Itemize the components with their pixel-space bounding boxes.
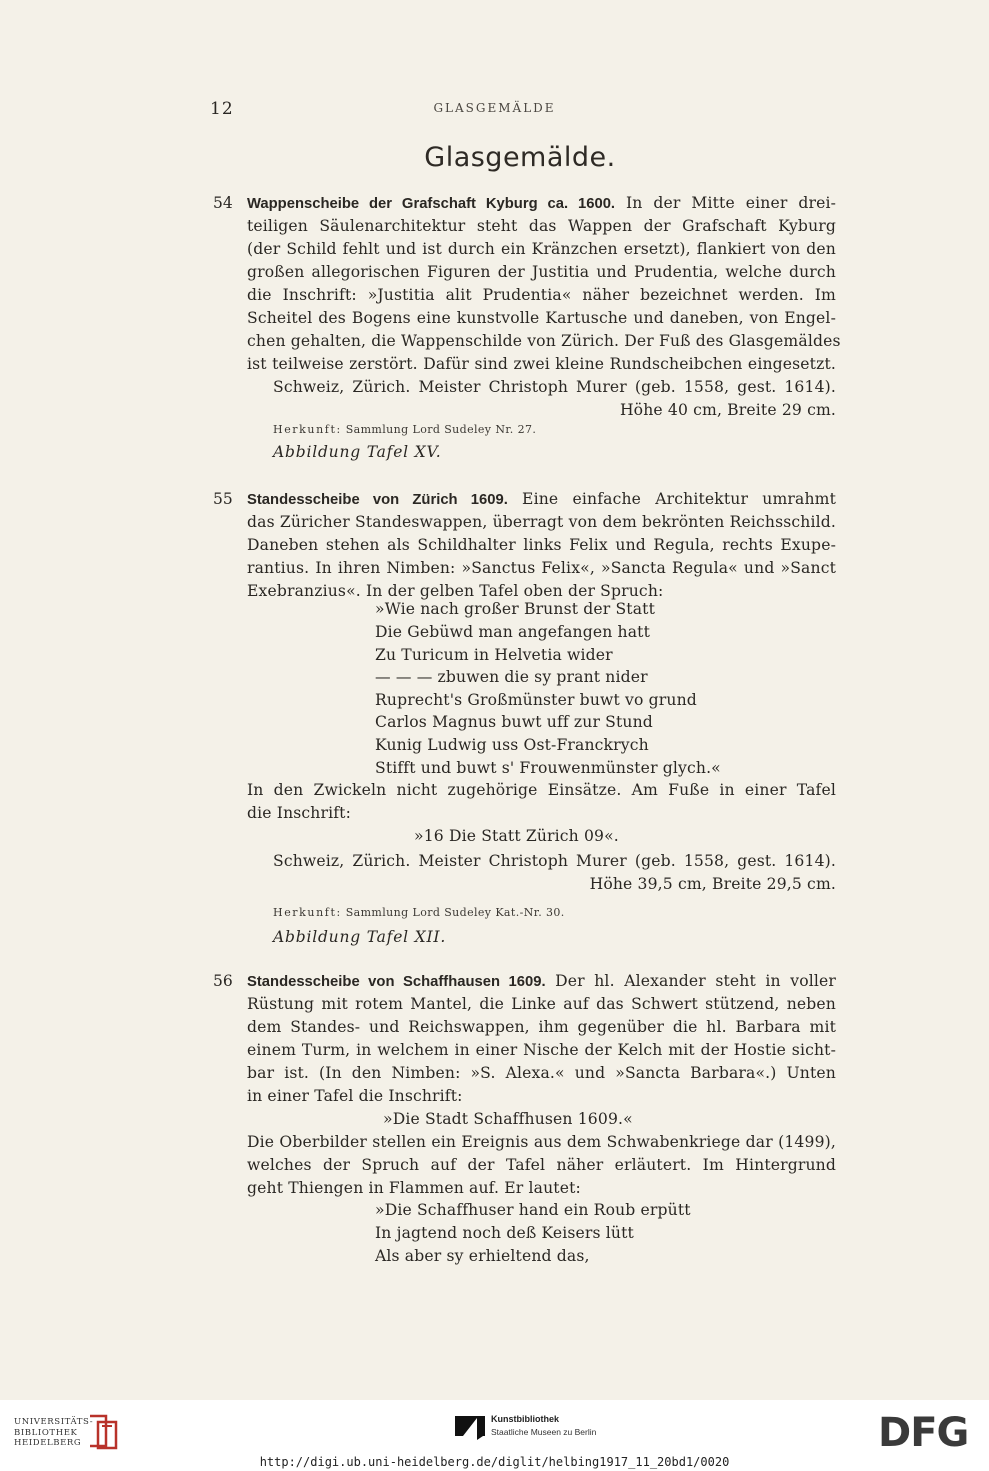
verse-line: Carlos Magnus buwt uff zur Stund (375, 713, 653, 731)
text-line: welches der Spruch auf der Tafel näher erläutert. Im Hintergrund (247, 1156, 836, 1174)
text-line: in einer Tafel die Inschrift: (247, 1087, 463, 1105)
entry-title-line (247, 970, 836, 993)
text-line: einem Turm, in welchem in einer Nische der Kelch mit der Hostie sicht- (247, 1041, 836, 1059)
text-line: bar ist. (In den Nimben: »S. Alexa.« und »Sancta Barbara«.) Unten (247, 1064, 836, 1082)
section-title: Glasgemälde. (424, 142, 616, 173)
text-line: Exebranzius«. In der gelben Tafel oben der Spruch: (247, 582, 664, 600)
text-line: In den Zwickeln nicht zugehörige Einsätze. Am Fuße in einer Tafel (247, 781, 836, 799)
text-line: rantius. In ihren Nimben: »Sanctus Felix«, »Sancta Regula« und »Sanct (247, 559, 836, 577)
verse-line: »Die Schaffhuser hand ein Roub erpütt (375, 1201, 691, 1219)
text-line: geht Thiengen in Flammen auf. Er lautet: (247, 1179, 581, 1197)
text-line: das Züricher Standeswappen, überragt von dem bekrönten Reichsschild. (247, 513, 836, 531)
running-header (0, 99, 989, 121)
verse-line: — — — zbuwen die sy prant nider (375, 668, 648, 686)
dimensions-line: Höhe 39,5 cm, Breite 29,5 cm. (589, 875, 836, 893)
university-library-name: UNIVERSITÄTS- BIBLIOTHEK HEIDELBERG (14, 1417, 94, 1448)
text-line: die Inschrift: »Justitia alit Prudentia« näher bezeichnet werden. Im (247, 286, 836, 304)
entry-number: 55 (213, 490, 233, 508)
inscription-line: »Die Stadt Schaffhusen 1609.« (383, 1110, 633, 1128)
text-line: Eine einfache Architektur umrahmt (522, 490, 836, 508)
text-line: Scheitel des Bogens eine kunstvolle Kartusche und daneben, von Engel- (247, 309, 836, 327)
text-line: ist teilweise zerstört. Dafür sind zwei kleine Rundscheibchen eingesetzt. (247, 355, 836, 373)
kunstbibliothek-name: Kunstbibliothek (491, 1414, 559, 1424)
verse-line: »Wie nach großer Brunst der Statt (375, 600, 655, 618)
text-line: Daneben stehen als Schildhalter links Felix und Regula, rechts Exupe- (247, 536, 836, 554)
page-number: 12 (210, 99, 234, 119)
provenance-label: Herkunft: (273, 906, 342, 919)
text-line: dem Standes- und Reichswappen, ihm gegenüber die hl. Barbara mit (247, 1018, 836, 1036)
text-line: chen gehalten, die Wappenschilde von Zürich. Der Fuß des Glasgemäldes (247, 332, 841, 350)
verse-line: Ruprecht's Großmünster buwt vo grund (375, 691, 697, 709)
entry-title: Wappenscheibe der Grafschaft Kyburg ca. 1600. (247, 196, 616, 212)
kunstbibliothek-logo-icon (455, 1414, 485, 1440)
provenance-line (273, 423, 536, 436)
verse-line: Die Gebüwd man angefangen hatt (375, 623, 650, 641)
text-line: Rüstung mit rotem Mantel, die Linke auf das Schwert stützend, neben (247, 995, 836, 1013)
entry-title-line (247, 192, 836, 215)
verse-line: Zu Turicum in Helvetia wider (375, 646, 613, 664)
origin-line: Schweiz, Zürich. Meister Christoph Murer (geb. 1558, gest. 1614). (273, 852, 836, 870)
dfg-logo: DFG (878, 1410, 969, 1456)
entry-title: Standesscheibe von Zürich 1609. (247, 492, 508, 508)
origin-line: Schweiz, Zürich. Meister Christoph Murer (geb. 1558, gest. 1614). (273, 378, 836, 396)
provenance-text: Sammlung Lord Sudeley Kat.-Nr. 30. (345, 906, 565, 919)
provenance-label: Herkunft: (273, 423, 342, 436)
university-library-logo-icon (88, 1412, 122, 1450)
entry-title-line (247, 488, 836, 511)
digitization-footer (0, 1400, 989, 1471)
entry-number: 56 (213, 972, 233, 990)
dimensions-line: Höhe 40 cm, Breite 29 cm. (619, 401, 836, 419)
entry-title: Standesscheibe von Schaffhausen 1609. (247, 974, 546, 990)
text-line: die Inschrift: (247, 804, 351, 822)
kunstbibliothek-subtitle: Staatliche Museen zu Berlin (491, 1427, 597, 1437)
verse-line: Kunig Ludwig uss Ost-Franckrych (375, 736, 649, 754)
verse-line: In jagtend noch deß Keisers lütt (375, 1224, 634, 1242)
illustration-ref: Abbildung Tafel XV. (273, 443, 442, 461)
provenance-line (273, 906, 565, 919)
inscription-line: »16 Die Statt Zürich 09«. (414, 827, 619, 845)
text-line: In der Mitte einer drei- (625, 194, 837, 212)
illustration-ref: Abbildung Tafel XII. (273, 928, 447, 946)
text-line: großen allegorischen Figuren der Justitia und Prudentia, welche durch (247, 263, 836, 281)
entry-number: 54 (213, 194, 233, 212)
text-line: teiligen Säulenarchitektur steht das Wappen der Grafschaft Kyburg (247, 217, 836, 235)
verse-line: Stifft und buwt s' Frouwenmünster glych.« (375, 759, 721, 777)
text-line: Die Oberbilder stellen ein Ereignis aus dem Schwabenkriege dar (1499), (247, 1133, 836, 1151)
text-line: Der hl. Alexander steht in voller (555, 972, 836, 990)
text-line: (der Schild fehlt und ist durch ein Kränzchen ersetzt), flankiert von den (247, 240, 836, 258)
running-title: GLASGEMÄLDE (433, 101, 556, 115)
verse-line: Als aber sy erhieltend das, (375, 1247, 590, 1265)
source-url[interactable]: http://digi.ub.uni-heidelberg.de/diglit/helbing1917_11_20bd1/0020 (259, 1455, 730, 1469)
provenance-text: Sammlung Lord Sudeley Nr. 27. (345, 423, 537, 436)
